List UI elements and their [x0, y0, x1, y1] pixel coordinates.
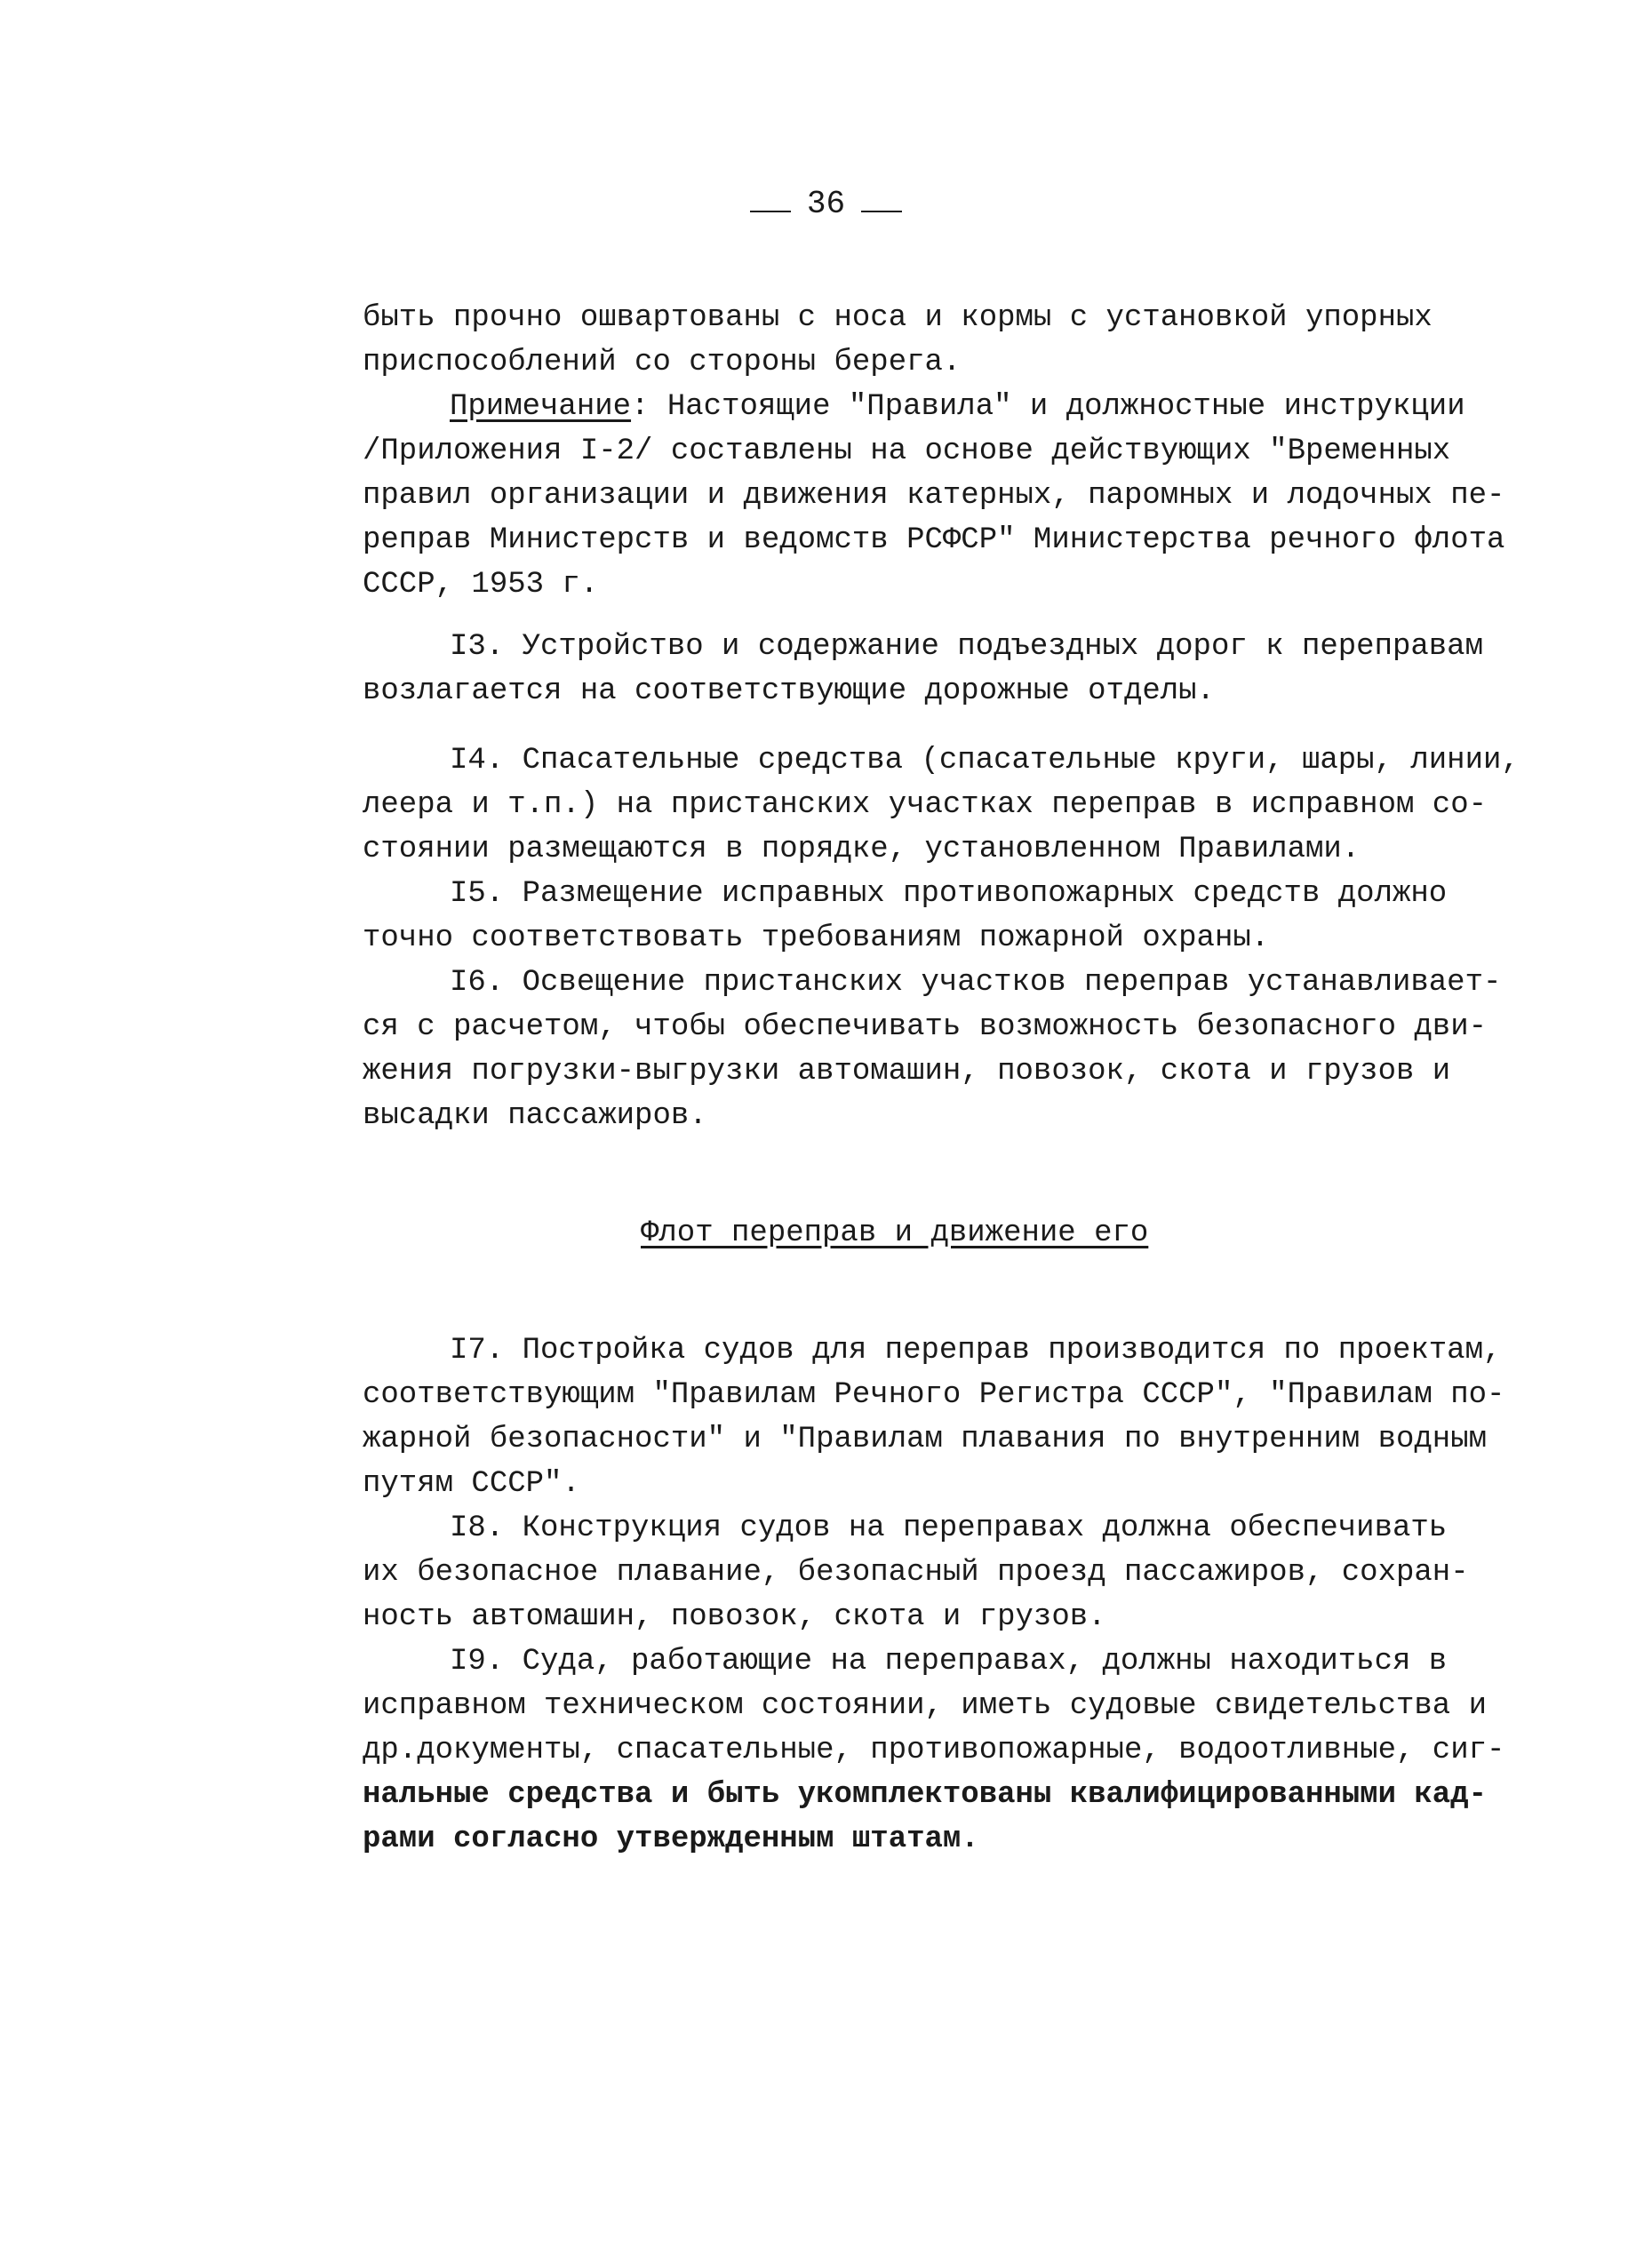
text-line: точно соответствовать требованиям пожарной охраны.	[363, 921, 1270, 955]
page-number-dash-left	[750, 211, 791, 212]
item-14	[363, 738, 1520, 872]
text-line: их безопасное плавание, безопасный проезд пассажиров, сохран-	[363, 1556, 1469, 1590]
note-first-line-rest: : Настоящие "Правила" и должностные инструкции	[631, 390, 1465, 424]
text-line: исправном техническом состоянии, иметь судовые свидетельства и	[363, 1689, 1488, 1723]
item-19	[363, 1639, 1505, 1862]
page-number	[0, 178, 1652, 231]
text-line: приспособлений со стороны берега.	[363, 346, 962, 379]
text-line: жарной безопасности" и "Правилам плавания по внутренним водным	[363, 1423, 1488, 1456]
text-line: нальные средства и быть укомплектованы квалифицированными кад-	[363, 1778, 1488, 1812]
item-13-first-line: I3. Устройство и содержание подъездных дорог к переправам	[450, 630, 1483, 664]
item-16	[363, 961, 1500, 1138]
text-line: рами согласно утвержденным штатам.	[363, 1822, 979, 1856]
item-15-first-line: I5. Размещение исправных противопожарных средств должно	[450, 877, 1448, 911]
text-line: путям СССР".	[363, 1467, 580, 1501]
continuation-paragraph	[363, 296, 1500, 385]
text-line: соответствующим "Правилам Речного Регистра СССР", "Правилам по-	[363, 1378, 1505, 1412]
text-line: леера и т.п.) на пристанских участках переправ в исправном со-	[363, 788, 1488, 822]
text-line: возлагается на соответствующие дорожные отделы.	[363, 674, 1215, 708]
page-number-dash-right	[861, 211, 902, 212]
text-line: быть прочно ошвартованы с носа и кормы с установкой упорных	[363, 301, 1433, 335]
page-number-value: 36	[806, 186, 846, 222]
text-line: высадки пассажиров.	[363, 1099, 707, 1133]
text-line: ся с расчетом, чтобы обеспечивать возможность безопасного дви-	[363, 1010, 1488, 1044]
text-line: правил организации и движения катерных, паромных и лодочных пе-	[363, 479, 1505, 513]
note-paragraph	[363, 385, 1505, 607]
item-16-first-line: I6. Освещение пристанских участков переправ устанавливает-	[450, 966, 1502, 1000]
text-line: реправ Министерств и ведомств РСФСР" Министерства речного флота	[363, 523, 1505, 557]
text-line: жения погрузки-выгрузки автомашин, повозок, скота и грузов и	[363, 1055, 1451, 1089]
item-18	[363, 1506, 1500, 1639]
document-body	[363, 296, 1520, 1862]
item-15	[363, 872, 1500, 961]
text-line: СССР, 1953 г.	[363, 568, 599, 602]
text-line: стоянии размещаются в порядке, установленном Правилами.	[363, 833, 1361, 866]
item-19-first-line: I9. Суда, работающие на переправах, должны находиться в	[450, 1645, 1448, 1679]
text-line: /Приложения I-2/ составлены на основе действующих "Временных	[363, 435, 1451, 468]
text-line: др.документы, спасательные, противопожарные, водоотливные, сиг-	[363, 1734, 1505, 1767]
note-label: Примечание	[450, 390, 632, 424]
item-13	[363, 625, 1500, 714]
item-14-first-line: I4. Спасательные средства (спасательные круги, шары, линии,	[450, 744, 1520, 778]
note-first-line	[363, 385, 1500, 429]
text-line: ность автомашин, повозок, скота и грузов.	[363, 1600, 1106, 1634]
item-17	[363, 1328, 1505, 1506]
section-heading: Флот переправ и движение его	[641, 1216, 1149, 1250]
item-17-first-line: I7. Постройка судов для переправ производится по проектам,	[450, 1334, 1502, 1368]
item-18-first-line: I8. Конструкция судов на переправах должна обеспечивать	[450, 1511, 1448, 1545]
